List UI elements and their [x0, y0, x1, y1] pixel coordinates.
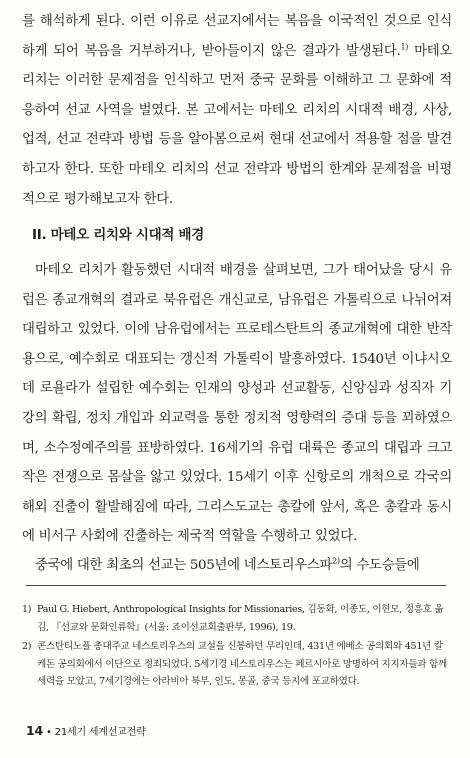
- intro-text-part-2: 마테오 리치는 이러한 문제점을 인식하고 먼저 중국 문화를 이해하고 그 문화에 적응하여 선교 사역을 벌였다. 본 고에서는 마테오 리치의 시대적 배경, 사상, 업적, 선교 전략과 방법 등을 알아봄으로써 현대 선교에서 적용할 점을 발견하고자 한다. 또한 마테오 리치의 선교 전략과 방법의 한계와 문제점을 비평적으로 평가해보고자 한다.: [22, 43, 452, 207]
- page-footer: [26, 723, 146, 738]
- page-number: 14: [26, 723, 43, 738]
- china-mission-paragraph: [22, 551, 452, 581]
- book-title: 21세기 세계선교전략: [54, 727, 146, 738]
- footnote-divider: [26, 585, 446, 586]
- background-text: 마테오 리치가 활동했던 시대적 배경을 살펴보면, 그가 태어났을 당시 유럽은 종교개혁의 결과로 북유럽은 개신교로, 남유럽은 가톨릭으로 나뉘어져 대립하고 있었다. 이에 남유럽에서는 프로테스탄트의 종교개혁에 대한 반작용으로, 예수회로 대표되는 갱신적 가톨릭이 발흥하였다. 1540년 이냐시오 데 로욜라가 설립한 예수회는 인재의 양성과 선교활동, 신앙심과 성직자 기강의 확립, 정치 개입과 외교력을 통한 정치적 영향력의 증대 등을 꾀하였으며, 소수정예주의를 표방하였다. 16세기의 유럽 대륙은 종교의 대립과 크고 작은 전쟁으로 몸살을 앓고 있었다. 15세기 이후 신항로의 개척으로 각국의 해외 진출이 활발해짐에 따라, 그리스도교는 총칼에 앞서, 혹은 총칼과 동시에 비서구 사회에 진출하는 제국적 역할을 수행하고 있었다.: [22, 263, 452, 545]
- footer-bullet: •: [45, 727, 52, 738]
- background-paragraph: [22, 256, 452, 552]
- section-heading: II. 마테오 리치와 시대적 배경: [32, 227, 205, 243]
- intro-paragraph: [22, 7, 452, 214]
- footnote-1-text: Paul G. Hiebert, Anthropological Insights for Missionaries, 김동화, 이종도, 이현모, 정흥호 옮김, 『선교와 문화인류학』(서울: 죠이선교회출판부, 1996), 19.: [37, 604, 444, 633]
- footnote-1-number: 1): [22, 604, 32, 615]
- footnote-ref-2: 2): [332, 556, 340, 566]
- intro-text-part-1: 를 해석하게 된다. 이런 이유로 선교지에서는 복음을 이국적인 것으로 인식하게 되어 복음을 거부하거나, 받아들이지 않은 결과가 발생된다.: [22, 14, 452, 59]
- footnote-2: [22, 638, 448, 691]
- china-text-part-2: 의 수도승들에: [339, 558, 420, 573]
- footnote-2-number: 2): [22, 641, 32, 652]
- china-text-part-1: 중국에 대한 최초의 선교는 505년에 네스토리우스파: [35, 558, 333, 573]
- footnote-1: [22, 601, 448, 636]
- footnote-ref-1: 1): [400, 42, 409, 52]
- footnote-2-text: 콘스탄티노플 총대주교 네스토리우스의 교설을 신봉하던 무리인데, 431년 에베소 공의회와 451년 칼케돈 공의회에서 이단으로 정죄되었다. 5세기경 네스토리우스는 페르시아로 망명하여 지지자들과 함께 세력을 모았고, 7세기경에는 아라비아 북부, 인도, 몽골, 중국 등지에 포교하였다.: [37, 641, 447, 688]
